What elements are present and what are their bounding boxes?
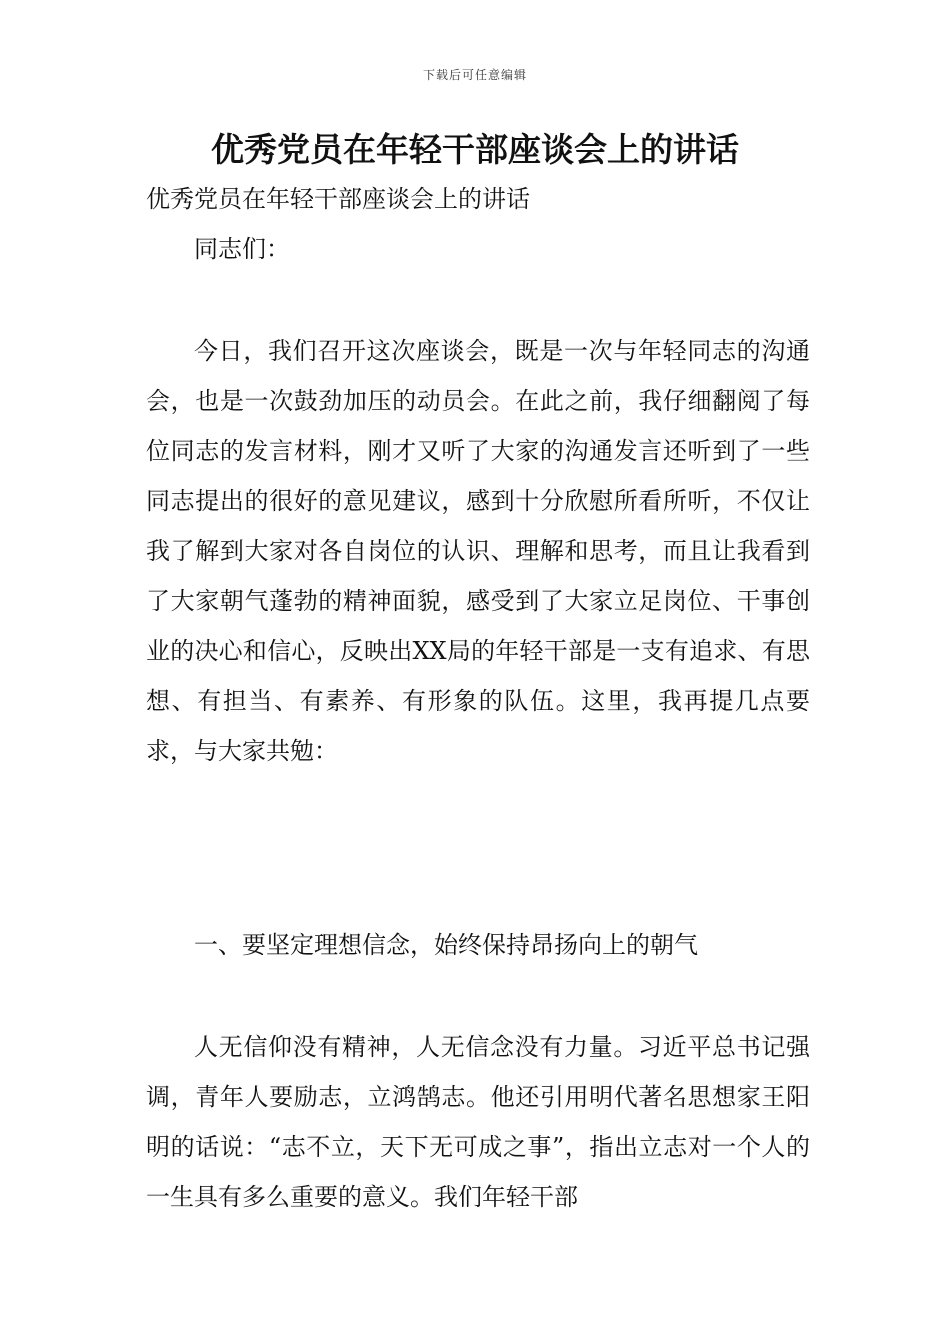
section-heading: 一、要坚定理想信念，始终保持昂扬向上的朝气 [194,931,698,959]
salutation: 同志们： [194,235,290,263]
page-header-note: 下载后可任意编辑 [422,68,527,82]
body-paragraph: 人无信仰没有精神，人无信念没有力量。习近平总书记强调，青年人要励志，立鸿鹄志。他还引用明代著名思想家王阳明的话说：“志不立，天下无可成之事”，指出立志对一个人的一生具有多么重要的意义。我们年轻干部 [146,1033,810,1211]
body-paragraph: 今日，我们召开这次座谈会，既是一次与年轻同志的沟通会，也是一次鼓劲加压的动员会。在此之前，我仔细翻阅了每位同志的发言材料，刚才又听了大家的沟通发言还听到了一些同志提出的很好的意见建议，感到十分欣慰所看所听，不仅让我了解到大家对各自岗位的认识、理解和思考，而且让我看到了大家朝气蓬勃的精神面貌，感受到了大家立足岗位、干事创业的决心和信心，反映出XX局的年轻干部是一支有追求、有思想、有担当、有素养、有形象的队伍。这里，我再提几点要求，与大家共勉： [146,337,810,765]
document-subtitle: 优秀党员在年轻干部座谈会上的讲话 [146,185,530,213]
document-title: 优秀党员在年轻干部座谈会上的讲话 [211,130,739,169]
